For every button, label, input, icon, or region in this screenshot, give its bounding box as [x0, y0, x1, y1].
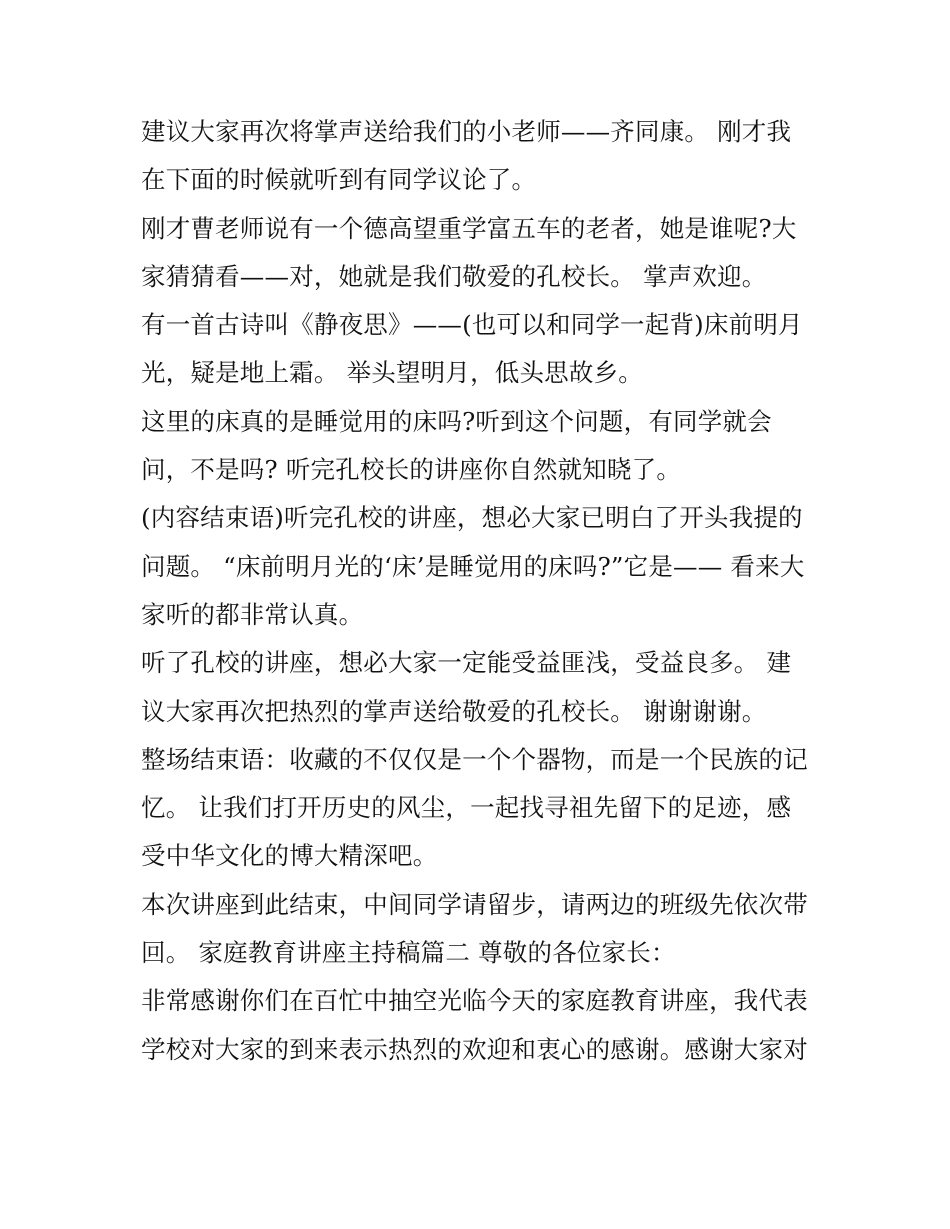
text-line: 学校对大家的到来表示热烈的欢迎和衷心的感谢。感谢大家对: [141, 1034, 808, 1064]
text-line: 忆。 让我们打开历史的风尘，一起找寻祖先留下的足迹，感: [141, 793, 792, 823]
text-line: 问，不是吗? 听完孔校长的讲座你自然就知晓了。: [141, 455, 682, 485]
text-line: 回。 家庭教育讲座主持稿篇二 尊敬的各位家长：: [141, 938, 676, 968]
text-line: 建议大家再次将掌声送给我们的小老师——齐同康。 刚才我: [141, 117, 792, 146]
text-line: 本次讲座到此结束，中间同学请留步，请两边的班级先依次带: [141, 889, 808, 919]
text-line: 在下面的时候就听到有同学议论了。: [141, 165, 537, 195]
text-line: (内容结束语)听完孔校的讲座，想必大家已明白了开头我提的: [141, 503, 803, 533]
text-line: 非常感谢你们在百忙中抽空光临今天的家庭教育讲座，我代表: [141, 986, 808, 1016]
text-line: 有一首古诗叫《静夜思》——(也可以和同学一起背)床前明月: [141, 310, 803, 340]
text-line: 议大家再次把热烈的掌声送给敬爱的孔校长。 谢谢谢谢。: [141, 696, 767, 726]
text-line: 光，疑是地上霜。 举头望明月，低头思故乡。: [141, 358, 643, 388]
text-line: 听了孔校的讲座，想必大家一定能受益匪浅，受益良多。 建: [141, 648, 792, 678]
document-body: [141, 108, 831, 1074]
text-line: 家听的都非常认真。: [141, 599, 364, 629]
text-line: 这里的床真的是睡觉用的床吗?听到这个问题，有同学就会: [141, 406, 772, 436]
text-line: 家猜猜看——对，她就是我们敬爱的孔校长。 掌声欢迎。: [141, 261, 767, 291]
text-line: 整场结束语：收藏的不仅仅是一个个器物，而是一个民族的记: [141, 744, 808, 774]
text-line: 受中华文化的博大精深吧。: [141, 841, 438, 871]
text-line: 问题。 “床前明月光的‘床’是睡觉用的床吗?”它是—— 看来大: [141, 551, 805, 581]
text-line: 刚才曹老师说有一个德高望重学富五车的老者，她是谁呢?大: [141, 213, 797, 243]
